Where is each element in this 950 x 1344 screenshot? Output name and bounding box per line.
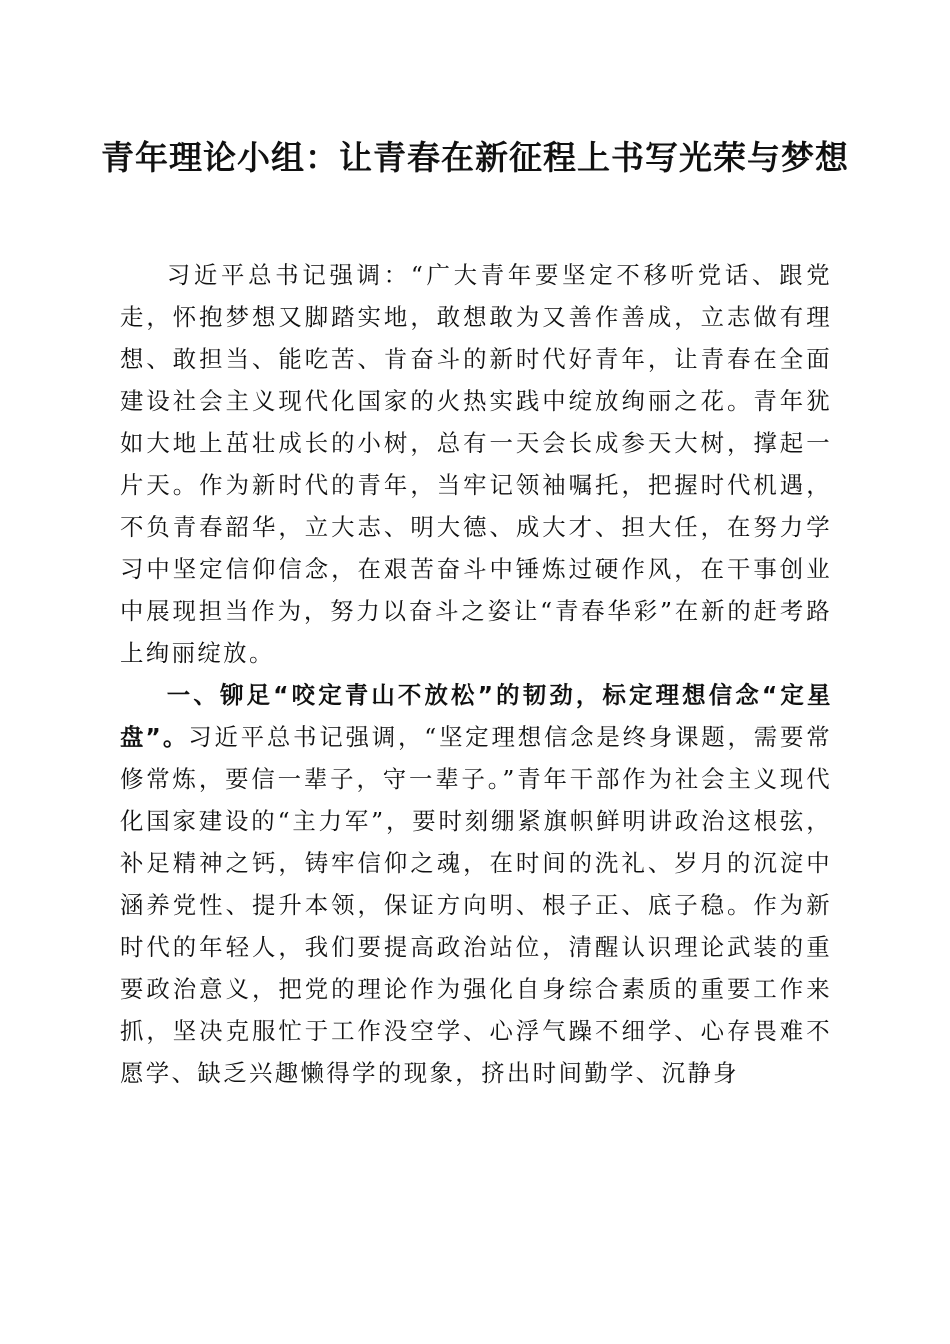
- section-one-text: 习近平总书记强调，“坚定理想信念是终身课题，需要常修常炼，要信一辈子，守一辈子。”青年干部作为社会主义现代化国家建设的“主力军”，要时刻绷紧旗帜鲜明讲政治这根弦，补足精神之钙，铸牢信仰之魂，在时间的洗礼、岁月的沉淀中涵养党性、提升本领，保证方向明、根子正、底子稳。作为新时代的年轻人，我们要提高政治站位，清醒认识理论武装的重要政治意义，把党的理论作为强化自身综合素质的重要工作来抓，坚决克服忙于工作没空学、心浮气躁不细学、心存畏难不愿学、缺乏兴趣懒得学的现象，挤出时间勤学、沉静身: [120, 723, 832, 1087]
- paragraph-section-one: [120, 674, 832, 1094]
- document-title: 青年理论小组：让青春在新征程上书写光荣与梦想: [101, 138, 849, 177]
- paragraph-intro: [120, 254, 832, 674]
- document-body: [120, 254, 832, 1094]
- section-one-heading: 一、铆足“咬定青山不放松”的韧劲，标定理想信念“定星盘”。: [120, 681, 832, 751]
- paragraph-intro-text: 习近平总书记强调：“广大青年要坚定不移听党话、跟党走，怀抱梦想又脚踏实地，敢想敢为又善作善成，立志做有理想、敢担当、能吃苦、肯奋斗的新时代好青年，让青春在全面建设社会主义现代化国家的火热实践中绽放绚丽之花。青年犹如大地上茁壮成长的小树，总有一天会长成参天大树，撑起一片天。作为新时代的青年，当牢记领袖嘱托，把握时代机遇，不负青春韶华，立大志、明大德、成大才、担大任，在努力学习中坚定信仰信念，在艰苦奋斗中锤炼过硬作风，在干事创业中展现担当作为，努力以奋斗之姿让“青春华彩”在新的赶考路上绚丽绽放。: [120, 261, 832, 667]
